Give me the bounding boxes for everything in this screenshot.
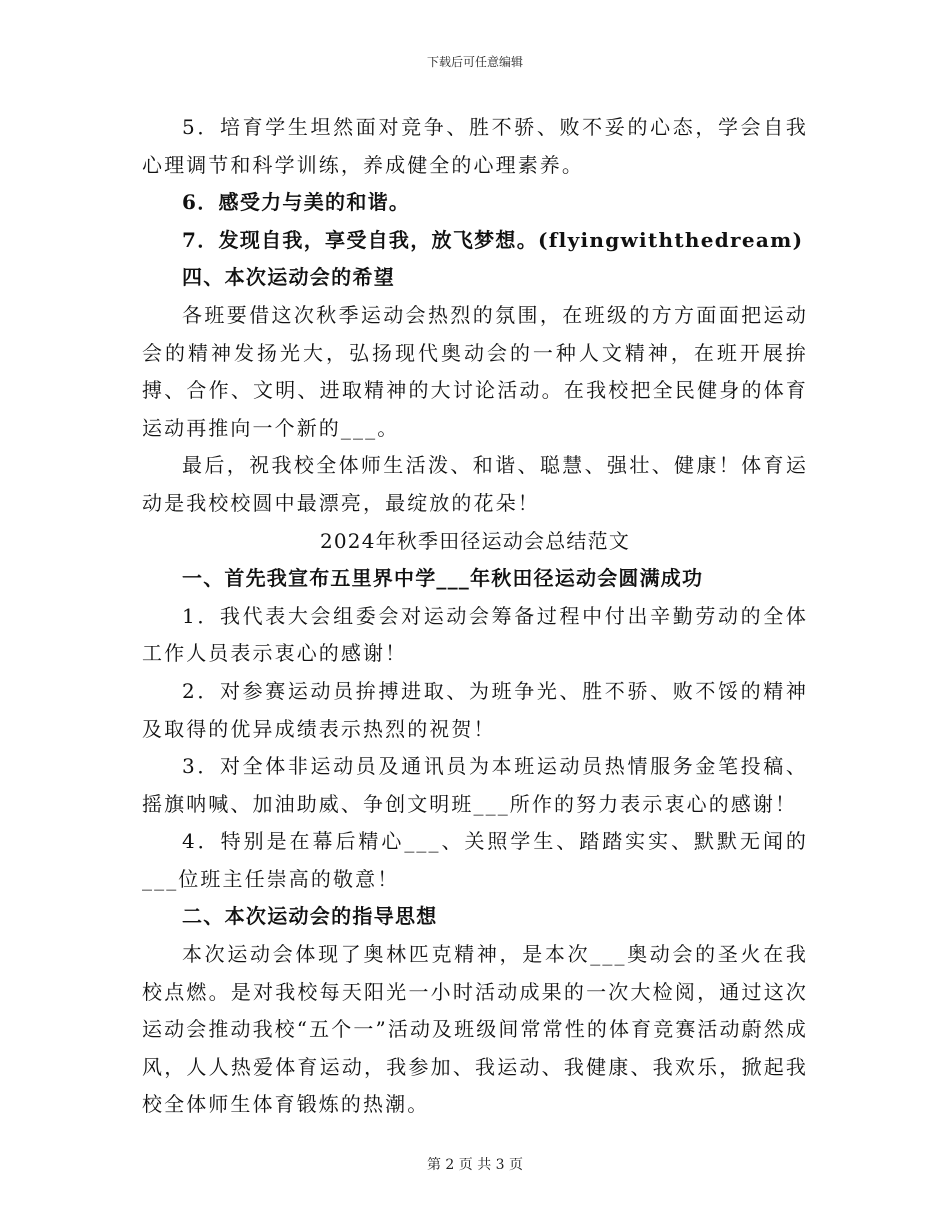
paragraph-item-5: 5．培育学生坦然面对竞争、胜不骄、败不妥的心态，学会自我心理调节和科学训练，养成健全的心理素养。 bbox=[142, 115, 808, 177]
page-header: 下载后可任意编辑 bbox=[426, 55, 523, 69]
paragraph-hopes: 各班要借这次秋季运动会热烈的氛围，在班级的方方面面把运动会的精神发扬光大，弘扬现代奥动会的一种人文精神，在班开展拚搏、合作、文明、进取精神的大讨论活动。在我校把全民健身的体育运动再推向一个新的___。 bbox=[142, 302, 808, 440]
paragraph-thanks-4: 4．特别是在幕后精心___、关照学生、踏踏实实、默默无闻的___位班主任崇高的敬意！ bbox=[142, 829, 808, 891]
paragraph-closing: 最后，祝我校全体师生活泼、和谐、聪慧、强壮、健康！体育运动是我校校圆中最漂亮，最绽放的花朵！ bbox=[142, 453, 808, 515]
paragraph-thanks-1: 1．我代表大会组委会对运动会筹备过程中付出辛勤劳动的全体工作人员表示衷心的感谢！ bbox=[142, 603, 808, 666]
section-heading-guiding-idea: 二、本次运动会的指导思想 bbox=[182, 904, 438, 929]
paragraph-item-6: 6．感受力与美的和谐。 bbox=[182, 190, 411, 215]
section-heading-announcement: 一、首先我宣布五里界中学___年秋田径运动会圆满成功 bbox=[182, 566, 704, 591]
paragraph-thanks-2: 2．对参赛运动员拚搏进取、为班争光、胜不骄、败不馁的精神及取得的优异成绩表示热烈的祝贺！ bbox=[142, 678, 808, 741]
document-body bbox=[142, 109, 808, 1124]
paragraph-guiding-idea: 本次运动会体现了奥林匹克精神，是本次___奥动会的圣火在我校点燃。是对我校每天阳光一小时活动成果的一次大检阅，通过这次运动会推动我校“五个一”活动及班级间常常性的体育竞赛活动蔚然成风，人人热爱体育运动，我参加、我运动、我健康、我欢乐，掀起我校全体师生体育锻炼的热潮。 bbox=[142, 942, 808, 1117]
paragraph-item-7: 7．发现自我，享受自我，放飞梦想。(flyingwiththedream) bbox=[182, 227, 804, 252]
document-title: 2024年秋季田径运动会总结范文 bbox=[319, 528, 631, 553]
paragraph-thanks-3: 3．对全体非运动员及通讯员为本班运动员热情服务金笔投稿、摇旗呐喊、加油助威、争创文明班___所作的努力表示衷心的感谢！ bbox=[142, 754, 808, 816]
section-heading-hopes: 四、本次运动会的希望 bbox=[182, 265, 395, 290]
page-footer: 第 2 页 共 3 页 bbox=[426, 1157, 524, 1173]
